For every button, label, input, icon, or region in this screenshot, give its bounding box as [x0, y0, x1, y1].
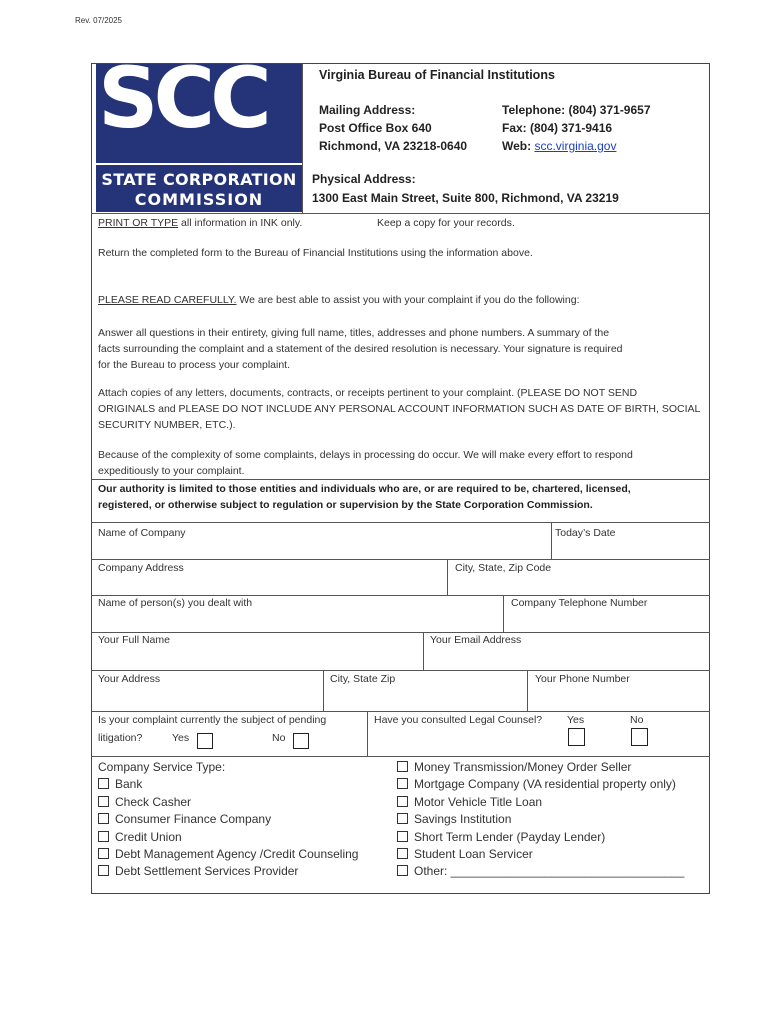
mailing-line1: Post Office Box 640 [319, 121, 432, 135]
grid-divider [323, 670, 324, 711]
your-phone-field[interactable]: Your Phone Number [535, 673, 630, 685]
counsel-question: Have you consulted Legal Counsel? [374, 714, 543, 726]
print-type-rest: all information in INK only. [178, 217, 303, 229]
service-option[interactable]: Short Term Lender (Payday Lender) [397, 829, 684, 846]
person-dealt-field[interactable]: Name of person(s) you dealt with [98, 597, 253, 609]
authority-statement [98, 481, 631, 513]
para2-line: Attach copies of any letters, documents, contracts, or receipts pertinent to your complaint. (PLEASE DO NOT SEND [98, 387, 638, 399]
grid-rule [91, 670, 710, 671]
grid-divider [527, 670, 528, 711]
paragraph-complexity [98, 447, 633, 479]
service-heading: Company Service Type: [98, 760, 226, 774]
grid-divider [423, 632, 424, 670]
web-label: Web: [502, 139, 532, 153]
logo-line2: COMMISSION [134, 190, 264, 209]
keep-copy: Keep a copy for your records. [377, 217, 515, 229]
counsel-yes-label: Yes [567, 714, 585, 726]
counsel-no-label: No [630, 714, 644, 726]
grid-rule [91, 711, 710, 712]
counsel-no-checkbox[interactable] [631, 728, 648, 746]
service-checkbox[interactable] [397, 848, 408, 859]
company-name-field[interactable]: Name of Company [98, 527, 186, 539]
para1-line: for the Bureau to process your complaint. [98, 359, 291, 371]
paragraph-attach [98, 385, 700, 433]
please-read-rest: We are best able to assist you with your complaint if you do the following: [236, 294, 580, 306]
city-state-zip-field[interactable]: City, State Zip [330, 673, 396, 685]
grid-rule [91, 756, 710, 757]
litigation-question-l2: litigation? [98, 732, 143, 744]
para3-line: expeditiously to your complaint. [98, 465, 245, 477]
header-divider [302, 64, 303, 214]
service-option[interactable]: Credit Union [98, 829, 358, 846]
service-left-column [98, 759, 358, 881]
service-checkbox[interactable] [397, 796, 408, 807]
full-name-field[interactable]: Your Full Name [98, 634, 170, 646]
please-read-emph: PLEASE READ CAREFULLY. [98, 294, 237, 306]
service-checkbox[interactable] [397, 831, 408, 842]
todays-date-field[interactable]: Today’s Date [555, 527, 616, 539]
physical-label: Physical Address: [312, 172, 416, 186]
service-checkbox[interactable] [98, 865, 109, 876]
grid-rule [91, 559, 710, 560]
service-option[interactable]: Consumer Finance Company [98, 811, 358, 828]
company-address-field[interactable]: Company Address [98, 562, 184, 574]
service-option-other[interactable]: Other: ___________________________________ [397, 863, 684, 880]
header-bottom-rule [91, 213, 710, 214]
telephone: Telephone: (804) 371-9657 [502, 103, 651, 117]
litigation-yes-label: Yes [172, 732, 190, 744]
grid-divider [503, 595, 504, 632]
service-checkbox[interactable] [98, 831, 109, 842]
web-link[interactable]: scc.virginia.gov [534, 139, 617, 153]
service-checkbox[interactable] [397, 761, 408, 772]
fax: Fax: (804) 371-9416 [502, 121, 613, 135]
print-type-emph: PRINT OR TYPE [98, 217, 179, 229]
web-row [502, 139, 616, 153]
grid-rule [91, 522, 710, 523]
mailing-label: Mailing Address: [319, 103, 416, 117]
logo-rule [96, 163, 302, 165]
service-option[interactable]: Mortgage Company (VA residential property only) [397, 776, 684, 793]
authority-top-rule [91, 479, 710, 480]
mailing-line2: Richmond, VA 23218-0640 [319, 139, 468, 153]
agency-name: Virginia Bureau of Financial Institutions [319, 68, 555, 82]
authority-line: Our authority is limited to those entities and individuals who are, or are required to be, chartered, licensed, [98, 483, 631, 495]
service-right-column [397, 759, 684, 881]
paragraph-answer [98, 325, 623, 373]
logo-letters: SCC [98, 64, 267, 147]
para2-line: ORIGINALS and PLEASE DO NOT INCLUDE ANY PERSONAL ACCOUNT INFORMATION SUCH AS DATE OF BIRTH, SOCIAL [98, 403, 701, 415]
litigation-question: Is your complaint currently the subject of pending [98, 714, 327, 726]
please-read-line [98, 292, 579, 308]
para1-line: facts surrounding the complaint and a statement of the desired resolution is necessary. Your signature is required [98, 343, 623, 355]
service-checkbox[interactable] [98, 813, 109, 824]
service-checkbox[interactable] [397, 865, 408, 876]
service-option[interactable]: Savings Institution [397, 811, 684, 828]
service-checkbox[interactable] [98, 848, 109, 859]
para3-line: Because of the complexity of some complaints, delays in processing do occur. We will make every effort to respond [98, 449, 633, 461]
scc-logo [96, 64, 302, 212]
para1-line: Answer all questions in their entirety, giving full name, titles, addresses and phone numbers. A summary of the [98, 327, 610, 339]
physical-line: 1300 East Main Street, Suite 800, Richmond, VA 23219 [312, 191, 619, 205]
service-checkbox[interactable] [98, 778, 109, 789]
print-type-line [98, 215, 302, 231]
grid-divider [551, 522, 552, 559]
return-form: Return the completed form to the Bureau of Financial Institutions using the information above. [98, 247, 533, 259]
service-option[interactable]: Student Loan Servicer [397, 846, 684, 863]
litigation-no-label: No [272, 732, 286, 744]
service-checkbox[interactable] [397, 813, 408, 824]
litigation-no-checkbox[interactable] [293, 733, 309, 749]
grid-divider [367, 711, 368, 756]
company-city-field[interactable]: City, State, Zip Code [455, 562, 552, 574]
email-field[interactable]: Your Email Address [430, 634, 522, 646]
service-option[interactable]: Bank [98, 776, 358, 793]
para2-line: SECURITY NUMBER, ETC.). [98, 419, 236, 431]
your-address-field[interactable]: Your Address [98, 673, 161, 685]
service-option[interactable]: Money Transmission/Money Order Seller [397, 759, 684, 776]
service-option[interactable]: Motor Vehicle Title Loan [397, 794, 684, 811]
service-checkbox[interactable] [98, 796, 109, 807]
litigation-yes-checkbox[interactable] [197, 733, 213, 749]
counsel-yes-checkbox[interactable] [568, 728, 585, 746]
authority-line: registered, or otherwise subject to regulation or supervision by the State Corporation Commission. [98, 499, 593, 511]
logo-line1: STATE CORPORATION [101, 170, 297, 189]
service-option[interactable]: Debt Management Agency /Credit Counseling [98, 846, 358, 863]
service-option[interactable]: Debt Settlement Services Provider [98, 863, 358, 880]
service-checkbox[interactable] [397, 778, 408, 789]
service-option[interactable]: Check Casher [98, 794, 358, 811]
grid-rule [91, 632, 710, 633]
grid-rule [91, 595, 710, 596]
revision-label: Rev. 07/2025 [75, 16, 122, 25]
company-phone-field[interactable]: Company Telephone Number [511, 597, 648, 609]
grid-divider [447, 559, 448, 595]
